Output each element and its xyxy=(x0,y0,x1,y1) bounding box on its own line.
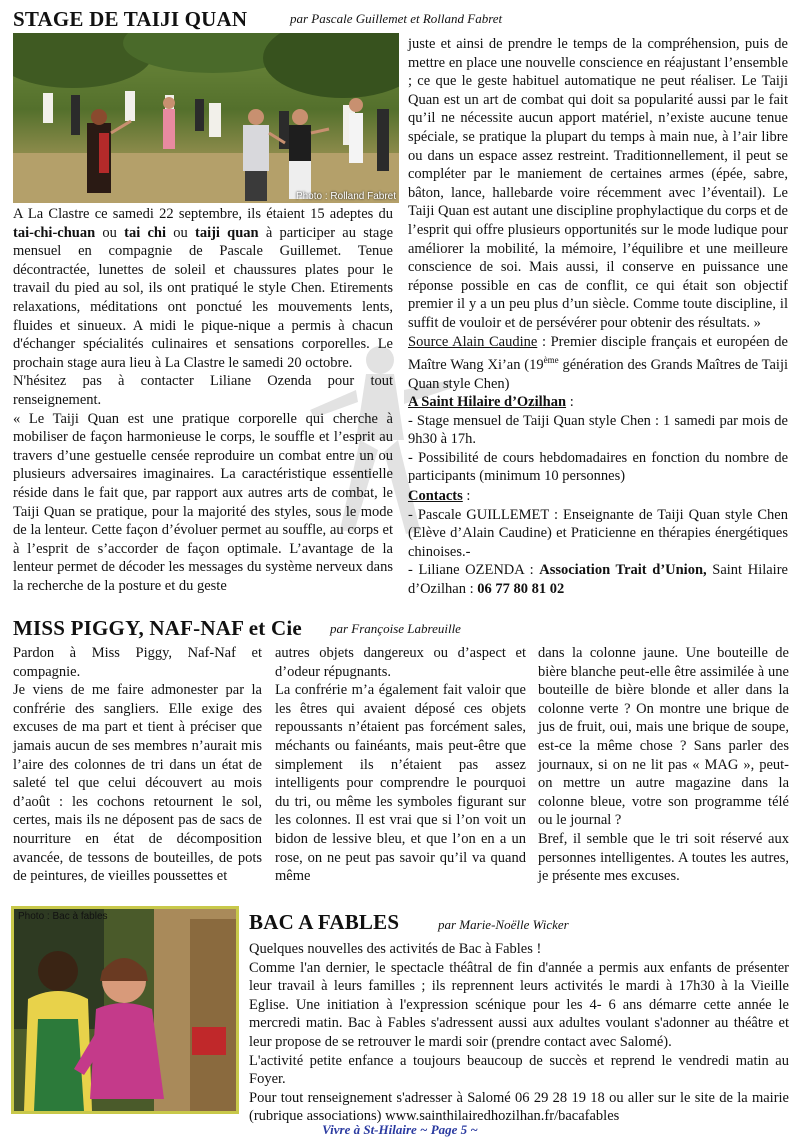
article3-paragraph: Comme l'an dernier, le spectacle théâtral de fin d'année a permis aux enfants de présenter leur travail à leurs familles ; ils reprennent leurs activités le mardi à 17h30 à la Vieille Eglise. Une initiation à l'expression scénique pour les 4- 6 ans démarre cette année le mercredi matin. Bac à Fables s'adressent aussi aux adultes voulant s'adonner au théâtre et leur propose de se retrouver le mardi soir (prendre contact avec Salomé). xyxy=(249,959,789,1050)
saint-hilaire-heading-text: A Saint Hilaire d’Ozilhan xyxy=(408,394,567,411)
article-title: BAC A FABLES xyxy=(249,910,400,934)
photo-credit: Photo : Bac à fables xyxy=(18,911,108,922)
article2-column-2: autres objets dangereux ou d’aspect et d’odeur répugnants. La confrérie m’a également fait valoir que les êtres qui avaient déposé ces objets repoussants n’étaient pas forcément sales, méchants ou fainéants, mais peut-être que simplement ils n’étaient pas assez intelligents pour comprendre le pourquoi du tri, ou même les symboles figurant sur les colonnes. Il est vrai que si l’on voit un bidon de lessive bleu, et que l’on en a un rose, on ne peut pas savoir qu’il va quand même xyxy=(275,645,526,885)
quote-left: « Le Taiji Quan est une pratique corporelle qui cherche à mobiliser de façon harmonieuse le corps, le souffle et l’esprit au travers d’une gestuelle censée reproduire un combat entre un ou plusieurs adversaires imaginaires. La caractéristique essentielle réside dans le fait que, par rapport aux autres arts de combat, le Taiji Quan se pratique, pour la majorité des styles, sous le mode de la lenteur. Cette façon d’évoluer permet au souffle, au corps et à l’esprit de s’accorder de façon optimale. L’avantage de la lenteur permet de décoder les messages du système nerveux dans la recherche de la posture et du geste xyxy=(13,410,393,594)
article1-intro xyxy=(13,205,393,372)
page-footer: Vivre à St-Hilaire ~ Page 5 ~ xyxy=(322,1122,478,1137)
source-paragraph xyxy=(408,333,788,394)
source-text-a: : Premier disciple français et européen de Maître Wang Xi’an (19 xyxy=(408,333,788,373)
conjunction: ou xyxy=(166,224,195,241)
heading-colon: : xyxy=(566,394,574,411)
contacts-heading-text: Contacts xyxy=(408,488,463,505)
intro-text-b: à participer au stage mensuel en compagnie de Pascale Guillemet. Tenue décontractée, lunettes de soleil et chaussures plates pour le travail du pied au sol, ils ont pratiqué le style Chen. Etirements relaxations, méditations ont ponctué les mouvements lents, fluides et sinueux. A midi le pique-nique a permis à chacun d'échanger spécialités culinaires et sensations corporelles. Le prochain stage aura lieu à La Clastre le samedi 20 octobre. xyxy=(13,224,394,371)
taiji-group-photo xyxy=(13,33,399,203)
article2-column-3: dans la colonne jaune. Une bouteille de bière blanche peut-elle être assimilée à une bouteille de bière blonde et aller dans la colonne verte ? On montre une brique de jus de fruit, oui, mais une brique de soupe, est-ce la même chose ? Sans parler des journaux, si on ne lit pas « MAG », peut-on mettre un autre magazine dans la colonne bleue, votre son programme télé ou le journal ? Bref, il semble que le tri soit réservé aux personnes intelligentes. A toutes les autres, je présente mes excuses. xyxy=(538,645,789,885)
bac-a-fables-photo xyxy=(11,906,239,1114)
article-byline: par Françoise Labreuille xyxy=(330,621,461,636)
contact-item: - Pascale GUILLEMET : Enseignante de Taiji Quan style Chen (Elève d’Alain Caudine) et Praticienne en thérapies énergétiques chinoises.- xyxy=(408,506,788,560)
heading-colon: : xyxy=(462,488,471,505)
article3-paragraph: Pour tout renseignement s'adresser à Salomé 06 29 28 19 18 ou aller sur le site de la mairie (rubrique associations) www.sainthilairedhozilhan.fr/bacafables xyxy=(249,1089,789,1125)
article1-right-column xyxy=(408,35,788,599)
source-label: Source Alain Caudine xyxy=(408,333,538,350)
contact-line: N'hésitez pas à contacter Liliane Ozenda pour tout renseignement. xyxy=(13,373,393,408)
contact-phone: 06 77 80 81 02 xyxy=(477,581,565,598)
source-superscript: ème xyxy=(543,355,559,366)
contact-name: - Liliane OZENDA : xyxy=(408,562,540,579)
term-tai-chi-chuan: tai-chi-chuan xyxy=(13,224,96,241)
source-text-b: génération des Grands Maîtres de Taiji Quan style Chen) xyxy=(408,356,788,392)
article3-body xyxy=(249,940,789,1126)
contact-item xyxy=(408,561,788,598)
bac-a-fables-photo-illustration xyxy=(14,909,236,1111)
photo-credit: Photo : Rolland Fabret xyxy=(295,191,396,202)
article3-paragraph: L'activité petite enfance a toujours beaucoup de succès et reprend le vendredi matin au Foyer. xyxy=(249,1052,789,1088)
term-taiji-quan: taiji quan xyxy=(194,224,259,241)
article-title: STAGE DE TAIJI QUAN xyxy=(13,7,248,31)
contact-place: Saint Hilaire d’Ozilhan : xyxy=(408,562,788,598)
quote-right: juste et ainsi de prendre le temps de la compréhension, puis de mettre en place une nouvelle conscience en réajustant l’ensemble ; ce que le geste habituel automatique ne peut réaliser. Le Taiji Quan est un art de combat qui doit sa popularité aussi par le fait qu’il ne nécessite aucun apport matériel, n’existe aucune tenue spéciale, se pratique la plupart du temps à main nue, à l’air libre ou dans un espace assez restreint. Traditionnellement, il peut se compléter par le maniement de certaines armes (épée, sabre, bâton, lance, hallebarde voire récemment avec l’éventail). Le Taiji Quan est autant une discipline prophylactique du corps et de l’esprit qui offre plusieurs opportunités sur le mode ludique pour améliorer la mobilité, la mémoire, l’équilibre et une meilleure conscience de soi. Mais aussi, il conserve en puissance une réponse possible en cas de conflit, ce qui était son objectif premier il y a un peu plus d’un siècle. Comme toute discipline, il suffit de vouloir et de persévérer pour obtenir des résultats. » xyxy=(408,36,788,331)
article-title: MISS PIGGY, NAF-NAF et Cie xyxy=(13,616,302,640)
contact-organization: Association Trait d’Union, xyxy=(539,562,707,579)
conjunction: ou xyxy=(95,224,125,241)
article-byline: par Marie-Noëlle Wicker xyxy=(438,917,569,932)
intro-text-a: A La Clastre ce samedi 22 septembre, ils étaient 15 adeptes du xyxy=(13,206,393,222)
saint-hilaire-item: - Stage mensuel de Taiji Quan style Chen : 1 samedi par mois de 9h30 à 17h. xyxy=(408,412,788,448)
article1-left-column xyxy=(13,205,393,595)
article-byline: par Pascale Guillemet et Rolland Fabret xyxy=(290,11,503,26)
saint-hilaire-heading xyxy=(408,393,788,412)
term-tai-chi: tai chi xyxy=(124,224,167,241)
taiji-photo-illustration xyxy=(13,33,399,203)
article3-paragraph: Quelques nouvelles des activités de Bac à Fables ! xyxy=(249,941,542,957)
saint-hilaire-item: - Possibilité de cours hebdomadaires en fonction du nombre de participants (minimum 10 personnes) xyxy=(408,449,788,485)
contacts-heading xyxy=(408,487,788,506)
article2-column-1: Pardon à Miss Piggy, Naf-Naf et compagnie. Je viens de me faire admonester par la confrérie des sangliers. Elle exige des excuses de ma part et tient à préciser que jamais aucun de ses membres n’aurait mis l’aire des colonnes de tri dans un état de saleté tel que celui découvert au mois d’août : les cochons retournent le sol, certes, mais ils ne déposent pas de sacs de nourriture en état de décomposition avancée, de tessons de bouteilles, de pots de peintures, de vieilles poussettes et xyxy=(13,645,262,885)
